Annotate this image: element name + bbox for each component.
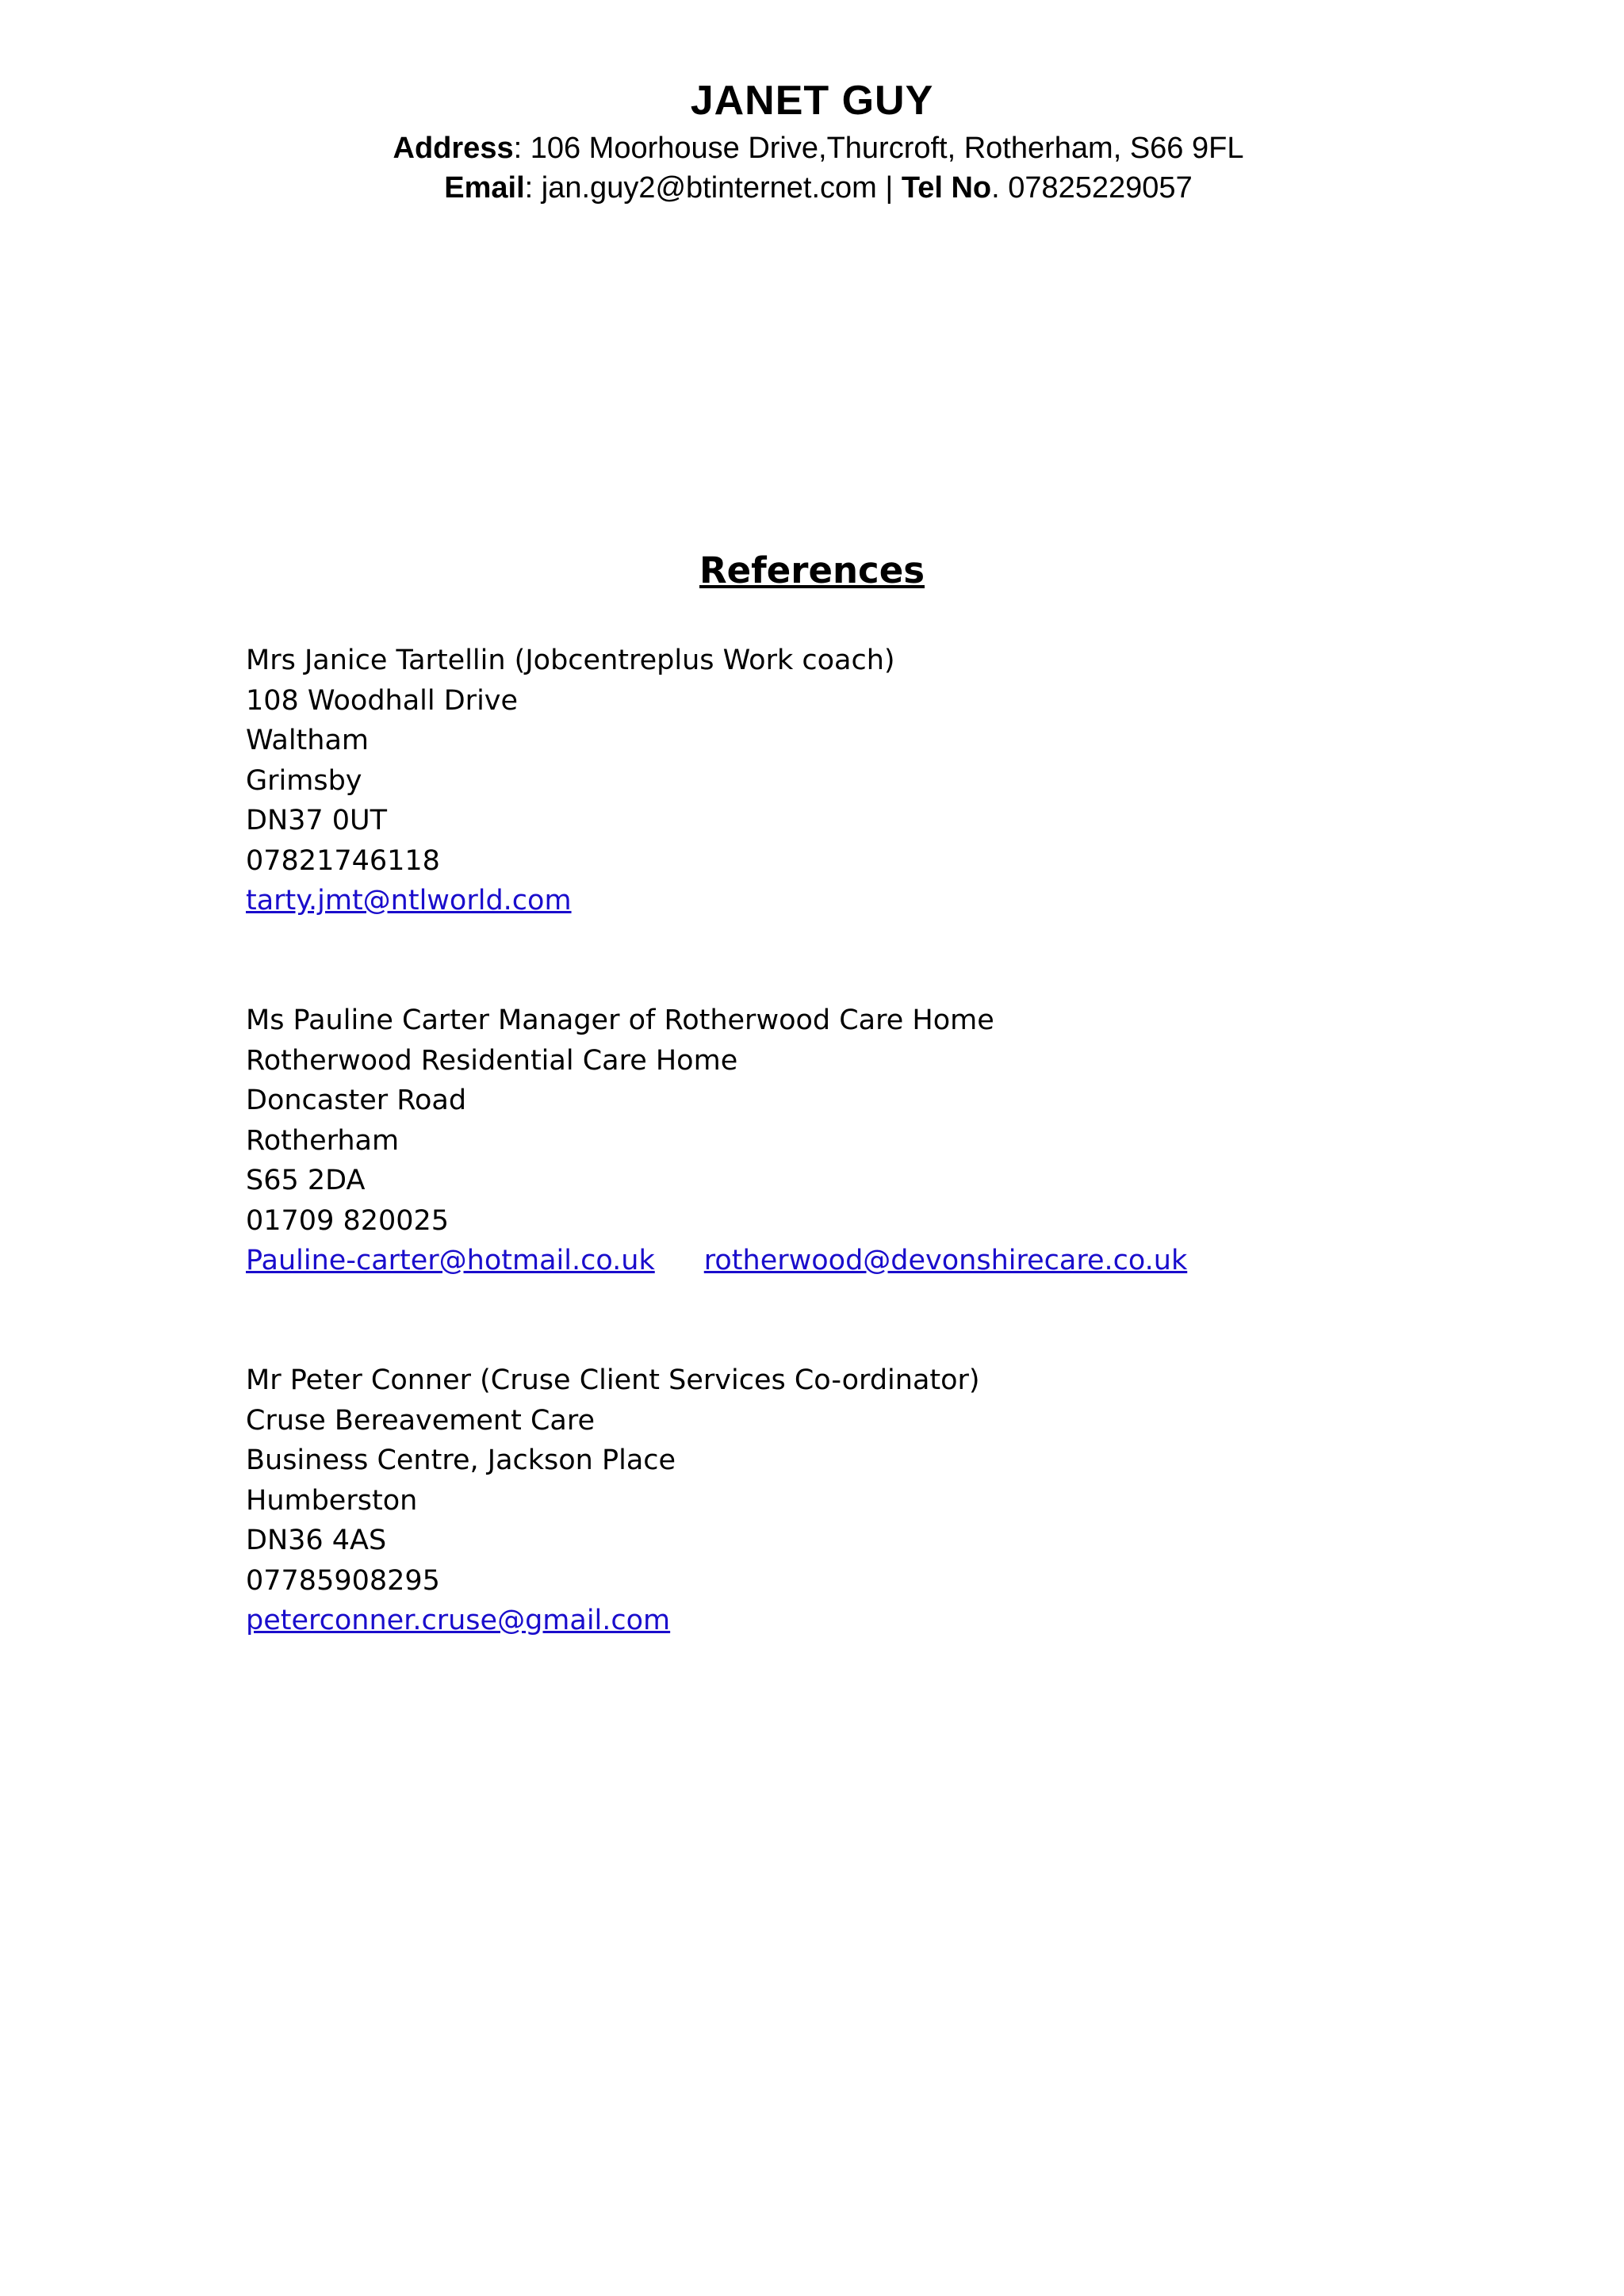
reference-line: Mrs Janice Tartellin (Jobcentreplus Work coach) [246,645,895,676]
cv-header [0,73,1624,208]
reference-line: Business Centre, Jackson Place [246,1445,676,1476]
email-label: Email [444,171,525,205]
tel-label: Tel No [901,171,992,205]
reference-line: Doncaster Road [246,1085,467,1116]
reference-line: Cruse Bereavement Care [246,1404,595,1437]
reference-email-row [246,1601,980,1641]
reference-line: 07785908295 [246,1564,440,1597]
reference-email-link[interactable]: rotherwood@devonshirecare.co.uk [703,1245,1188,1276]
email-value: : jan.guy2@btinternet.com | [524,171,902,205]
address-label: Address [393,132,514,165]
applicant-name: JANET GUY [690,78,934,124]
reference-line: Humberston [246,1484,418,1517]
reference-line: Rotherwood Residential Care Home [246,1044,738,1077]
address-value: : 106 Moorhouse Drive,Thurcroft, Rotherham, S66 9FL [513,132,1244,165]
reference-line: DN37 0UT [246,805,388,836]
reference-line: Waltham [246,725,369,756]
reference-line: Mr Peter Conner (Cruse Client Services Co-ordinator) [246,1364,980,1396]
reference-email-row [246,1241,1187,1281]
reference-line: 07821746118 [246,844,440,877]
reference-line: DN36 4AS [246,1525,387,1556]
reference-line: Ms Pauline Carter Manager of Rotherwood Care Home [246,1004,994,1036]
reference-email-link[interactable]: peterconner.cruse@gmail.com [246,1605,671,1636]
reference-line: 01709 820025 [246,1204,450,1237]
reference-email-link[interactable]: tarty.jmt@ntlworld.com [246,885,572,916]
reference-line: Grimsby [246,764,362,797]
tel-value: . 07825229057 [991,171,1193,205]
address-line [0,128,1624,168]
reference-email-row [246,881,895,921]
contact-line [0,168,1624,208]
reference-line: 108 Woodhall Drive [246,684,519,717]
reference-line: S65 2DA [246,1165,366,1196]
reference-block-1 [246,641,895,921]
reference-block-2 [246,1001,1187,1281]
reference-line: Rotherham [246,1124,400,1157]
reference-block-3 [246,1360,980,1641]
references-heading: References [699,549,925,591]
reference-email-link[interactable]: Pauline-carter@hotmail.co.uk [246,1245,655,1276]
